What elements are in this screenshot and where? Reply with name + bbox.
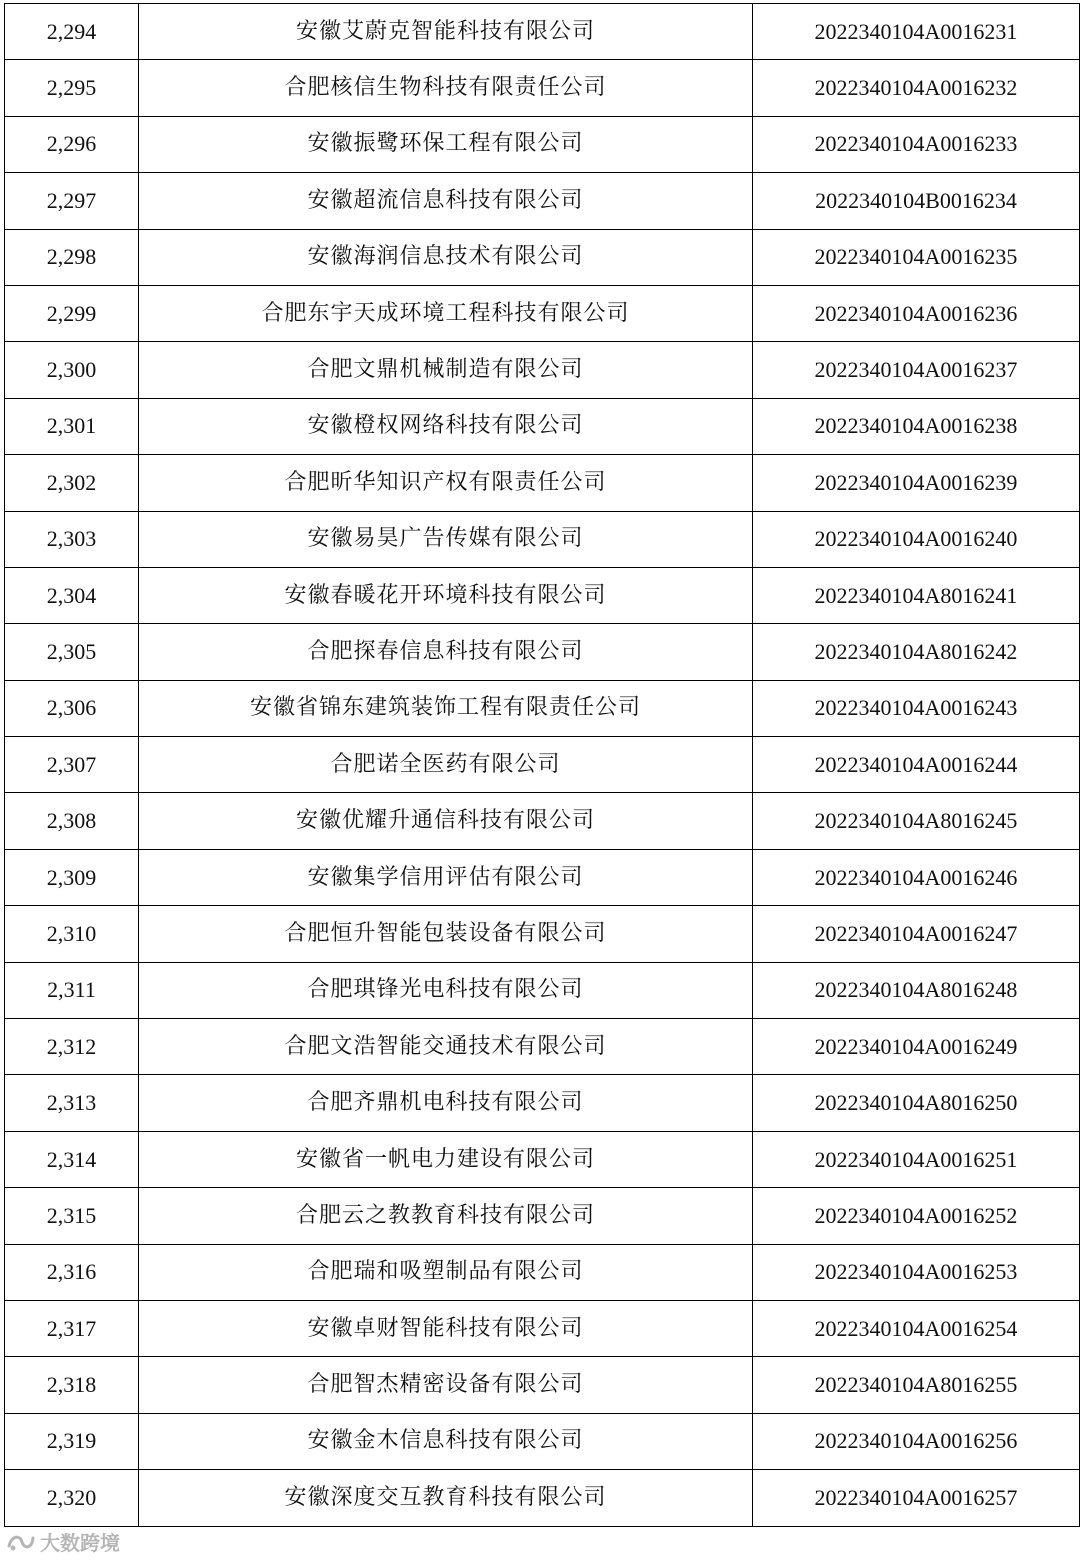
table-row — [5, 511, 1080, 567]
company-name: 安徽深度交互教育科技有限公司 — [139, 1470, 753, 1526]
registration-code: 2022340104B0016234 — [753, 173, 1080, 229]
table-row — [5, 1019, 1080, 1075]
table-row — [5, 737, 1080, 793]
table-row — [5, 793, 1080, 849]
company-name: 安徽易昊广告传媒有限公司 — [139, 511, 753, 567]
watermark — [6, 1527, 120, 1556]
row-index: 2,309 — [5, 849, 139, 905]
row-index: 2,303 — [5, 511, 139, 567]
row-index: 2,304 — [5, 567, 139, 623]
row-index: 2,305 — [5, 624, 139, 680]
company-name: 安徽超流信息科技有限公司 — [139, 173, 753, 229]
row-index: 2,301 — [5, 398, 139, 454]
company-name: 合肥齐鼎机电科技有限公司 — [139, 1075, 753, 1131]
row-index: 2,319 — [5, 1413, 139, 1469]
row-index: 2,320 — [5, 1470, 139, 1526]
registry-table-body — [5, 4, 1080, 1527]
table-row — [5, 398, 1080, 454]
row-index: 2,296 — [5, 116, 139, 172]
table-row — [5, 1357, 1080, 1413]
watermark-logo-icon — [6, 1531, 36, 1553]
registration-code: 2022340104A8016241 — [753, 567, 1080, 623]
registration-code: 2022340104A0016238 — [753, 398, 1080, 454]
table-row — [5, 1075, 1080, 1131]
registration-code: 2022340104A0016252 — [753, 1188, 1080, 1244]
table-row — [5, 1131, 1080, 1187]
table-row — [5, 567, 1080, 623]
company-name: 合肥文浩智能交通技术有限公司 — [139, 1019, 753, 1075]
company-name: 合肥琪锋光电科技有限公司 — [139, 962, 753, 1018]
registration-code: 2022340104A0016236 — [753, 285, 1080, 341]
table-row — [5, 173, 1080, 229]
company-name: 合肥瑞和吸塑制品有限公司 — [139, 1244, 753, 1300]
row-index: 2,315 — [5, 1188, 139, 1244]
company-name: 安徽集学信用评估有限公司 — [139, 849, 753, 905]
row-index: 2,316 — [5, 1244, 139, 1300]
row-index: 2,310 — [5, 906, 139, 962]
registration-code: 2022340104A0016249 — [753, 1019, 1080, 1075]
company-name: 安徽海润信息技术有限公司 — [139, 229, 753, 285]
table-row — [5, 1188, 1080, 1244]
registration-code: 2022340104A8016248 — [753, 962, 1080, 1018]
table-row — [5, 1300, 1080, 1356]
row-index: 2,308 — [5, 793, 139, 849]
company-name: 安徽橙权网络科技有限公司 — [139, 398, 753, 454]
registration-code: 2022340104A0016243 — [753, 680, 1080, 736]
company-name: 安徽卓财智能科技有限公司 — [139, 1300, 753, 1356]
company-name: 安徽金木信息科技有限公司 — [139, 1413, 753, 1469]
company-name: 合肥云之教教育科技有限公司 — [139, 1188, 753, 1244]
company-name: 合肥恒升智能包装设备有限公司 — [139, 906, 753, 962]
company-name: 合肥核信生物科技有限责任公司 — [139, 60, 753, 116]
company-name: 合肥诺全医药有限公司 — [139, 737, 753, 793]
table-row — [5, 1413, 1080, 1469]
table-row — [5, 4, 1080, 60]
table-row — [5, 849, 1080, 905]
watermark-text: 大数跨境 — [40, 1531, 120, 1555]
company-name: 安徽振鹭环保工程有限公司 — [139, 116, 753, 172]
company-name: 合肥文鼎机械制造有限公司 — [139, 342, 753, 398]
registration-code: 2022340104A8016250 — [753, 1075, 1080, 1131]
row-index: 2,295 — [5, 60, 139, 116]
row-index: 2,298 — [5, 229, 139, 285]
company-name: 安徽艾蔚克智能科技有限公司 — [139, 4, 753, 60]
row-index: 2,294 — [5, 4, 139, 60]
registration-code: 2022340104A0016240 — [753, 511, 1080, 567]
registration-code: 2022340104A0016231 — [753, 4, 1080, 60]
company-name: 安徽优耀升通信科技有限公司 — [139, 793, 753, 849]
registry-table — [4, 3, 1080, 1527]
company-name: 安徽春暖花开环境科技有限公司 — [139, 567, 753, 623]
table-row — [5, 1470, 1080, 1526]
row-index: 2,317 — [5, 1300, 139, 1356]
row-index: 2,300 — [5, 342, 139, 398]
registration-code: 2022340104A0016239 — [753, 455, 1080, 511]
table-row — [5, 342, 1080, 398]
registration-code: 2022340104A0016237 — [753, 342, 1080, 398]
registration-code: 2022340104A0016254 — [753, 1300, 1080, 1356]
registration-code: 2022340104A8016242 — [753, 624, 1080, 680]
table-row — [5, 116, 1080, 172]
registration-code: 2022340104A8016245 — [753, 793, 1080, 849]
registration-code: 2022340104A0016253 — [753, 1244, 1080, 1300]
row-index: 2,302 — [5, 455, 139, 511]
registration-code: 2022340104A0016235 — [753, 229, 1080, 285]
company-name: 合肥东宇天成环境工程科技有限公司 — [139, 285, 753, 341]
registration-code: 2022340104A0016251 — [753, 1131, 1080, 1187]
row-index: 2,314 — [5, 1131, 139, 1187]
row-index: 2,318 — [5, 1357, 139, 1413]
registration-code: 2022340104A0016256 — [753, 1413, 1080, 1469]
company-name: 安徽省一帆电力建设有限公司 — [139, 1131, 753, 1187]
company-name: 合肥探春信息科技有限公司 — [139, 624, 753, 680]
table-row — [5, 624, 1080, 680]
row-index: 2,311 — [5, 962, 139, 1018]
row-index: 2,299 — [5, 285, 139, 341]
row-index: 2,312 — [5, 1019, 139, 1075]
row-index: 2,307 — [5, 737, 139, 793]
table-row — [5, 680, 1080, 736]
registration-code: 2022340104A8016255 — [753, 1357, 1080, 1413]
company-name: 合肥智杰精密设备有限公司 — [139, 1357, 753, 1413]
registration-code: 2022340104A0016246 — [753, 849, 1080, 905]
company-name: 合肥昕华知识产权有限责任公司 — [139, 455, 753, 511]
row-index: 2,306 — [5, 680, 139, 736]
company-name: 安徽省锦东建筑装饰工程有限责任公司 — [139, 680, 753, 736]
table-row — [5, 1244, 1080, 1300]
table-row — [5, 906, 1080, 962]
registration-code: 2022340104A0016247 — [753, 906, 1080, 962]
registration-code: 2022340104A0016244 — [753, 737, 1080, 793]
row-index: 2,313 — [5, 1075, 139, 1131]
row-index: 2,297 — [5, 173, 139, 229]
table-row — [5, 285, 1080, 341]
registration-code: 2022340104A0016257 — [753, 1470, 1080, 1526]
table-row — [5, 229, 1080, 285]
registration-code: 2022340104A0016232 — [753, 60, 1080, 116]
table-row — [5, 962, 1080, 1018]
table-row — [5, 60, 1080, 116]
registration-code: 2022340104A0016233 — [753, 116, 1080, 172]
table-row — [5, 455, 1080, 511]
